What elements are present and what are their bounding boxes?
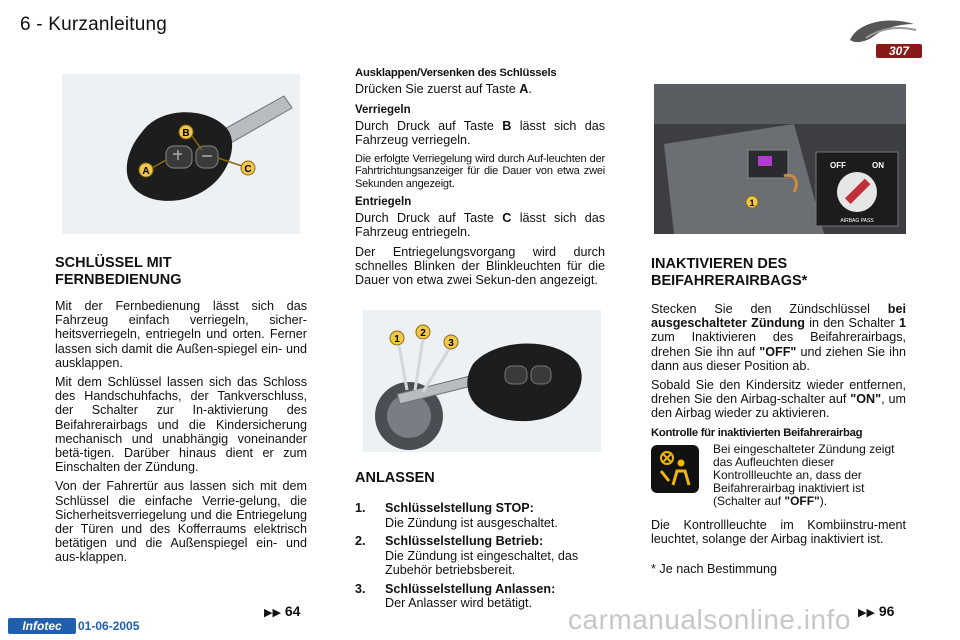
section-heading-airbag: INAKTIVIEREN DES BEIFAHRERAIRBAGS*: [651, 256, 808, 289]
paragraph: Der Entriegelungsvorgang wird durch schnelles Blinken der Blinkleuchten für die Dauer von etwa zwei Sekun-den angezeigt.: [355, 244, 605, 287]
date-stamp: 01-06-2005: [78, 619, 140, 633]
forward-arrow-icon: ▶▶: [264, 607, 281, 619]
svg-text:AIRBAG PASS: AIRBAG PASS: [840, 218, 874, 224]
footnote: * Je nach Bestimmung: [651, 562, 777, 577]
right-column: [651, 256, 906, 581]
warning-lamp-block: [651, 443, 906, 514]
list-item: 3. Schlüsselstellung Anlassen: Der Anlasser wird betätigt.: [355, 581, 556, 610]
paragraph: Mit der Fernbedienung lässt sich das Fahrzeug einfach verriegeln, sicher-heitsverriegeln, entriegeln und orten. Ferner lassen sich damit die Außen-spiegel ein- und ausklappen.: [55, 299, 307, 370]
subheading-unlock: Entriegeln: [355, 196, 412, 209]
paragraph: Mit dem Schlüssel lassen sich das Schloss des Handschuhfachs, der Tankverschluss, der Schalter zur In-aktivierung des Beifahrerairbags und die Kindersicherung mechanisch und unabhängig voneinander betä-tigen. Darüber hinaus dient er zum Einschalten der Zündung.: [55, 375, 307, 475]
svg-text:ON: ON: [872, 161, 884, 170]
svg-text:3: 3: [448, 338, 454, 349]
paragraph: Durch Druck auf Taste C lässt sich das Fahrzeug entriegeln.: [355, 211, 605, 240]
subheading-key-fold: Ausklappen/Versenken des Schlüssels: [355, 67, 557, 79]
svg-text:307: 307: [888, 44, 910, 58]
section-heading-start: ANLASSEN: [355, 470, 435, 486]
svg-text:B: B: [182, 128, 190, 139]
section-heading-remote-key: SCHLÜSSEL MIT FERNBEDIENUNG: [55, 255, 182, 288]
svg-text:C: C: [244, 164, 252, 175]
page-link-96[interactable]: ▶▶ 96: [858, 603, 895, 619]
paragraph: Die Kontrollleuchte im Kombiinstru-ment leuchtet, solange der Airbag inaktiviert ist.: [651, 517, 906, 546]
subheading-airbag-check: Kontrolle für inaktivierten Beifahrerairbag: [651, 426, 863, 439]
brand-logo: [836, 14, 928, 60]
svg-text:1: 1: [394, 334, 400, 345]
left-column: [55, 255, 307, 570]
airbag-off-warning-icon: [651, 445, 699, 493]
paragraph: Sobald Sie den Kindersitz wieder entfernen, drehen Sie den Airbag-schalter auf "ON", um den Airbag wieder zu aktivieren.: [651, 378, 906, 421]
key-photo: [62, 74, 300, 234]
paragraph: Stecken Sie den Zündschlüssel bei ausgeschalteter Zündung in den Schalter 1 zum Inaktivieren des Beifahrerairbags, drehen Sie ihn auf "OFF" und ziehen Sie ihn dann aus dieser Position ab.: [651, 302, 907, 373]
page-link-64[interactable]: ▶▶ 64: [264, 603, 301, 619]
forward-arrow-icon: ▶▶: [858, 607, 875, 619]
paragraph-note: Die erfolgte Verriegelung wird durch Auf-leuchten der Fahrtrichtungsanzeiger für die Dauer von etwa zwei Sekunden angezeigt.: [355, 152, 605, 190]
airbag-switch-photo: [654, 84, 906, 234]
svg-text:1: 1: [749, 198, 755, 208]
paragraph: Drücken Sie zuerst auf Taste A.: [355, 82, 532, 96]
infotec-logo: Infotec: [8, 618, 76, 634]
paragraph: Bei eingeschalteter Zündung zeigt das Aufleuchten dieser Kontrollleuchte an, dass der Beifahrerairbag inaktiviert ist (Schalter auf "OFF").: [713, 441, 895, 509]
middle-column-start: [355, 470, 607, 615]
paragraph: Durch Druck auf Taste B lässt sich das Fahrzeug verriegeln.: [355, 119, 605, 148]
svg-text:OFF: OFF: [830, 161, 846, 170]
subheading-lock: Verriegeln: [355, 104, 411, 117]
middle-column-top: [355, 67, 605, 292]
watermark: carmanualsonline.info: [568, 604, 851, 635]
list-item: 2. Schlüsselstellung Betrieb: Die Zündung ist eingeschaltet, das Zubehör betriebsbereit.: [355, 534, 579, 577]
list-item: 1. Schlüsselstellung STOP: Die Zündung ist ausgeschaltet.: [355, 501, 558, 530]
page-title: 6 - Kurzanleitung: [20, 14, 168, 35]
svg-text:A: A: [142, 166, 150, 177]
ignition-key-photo: [363, 310, 601, 452]
svg-text:2: 2: [420, 328, 426, 339]
paragraph: Von der Fahrertür aus lassen sich mit dem Schlüssel die einfache Verrie-gelung, die Sicherheitsverriegelung und die Entriegelung der Türen und des Kofferraums elektrisch betätigen und die Außenspiegel ein- und aus-klappen.: [55, 479, 307, 565]
